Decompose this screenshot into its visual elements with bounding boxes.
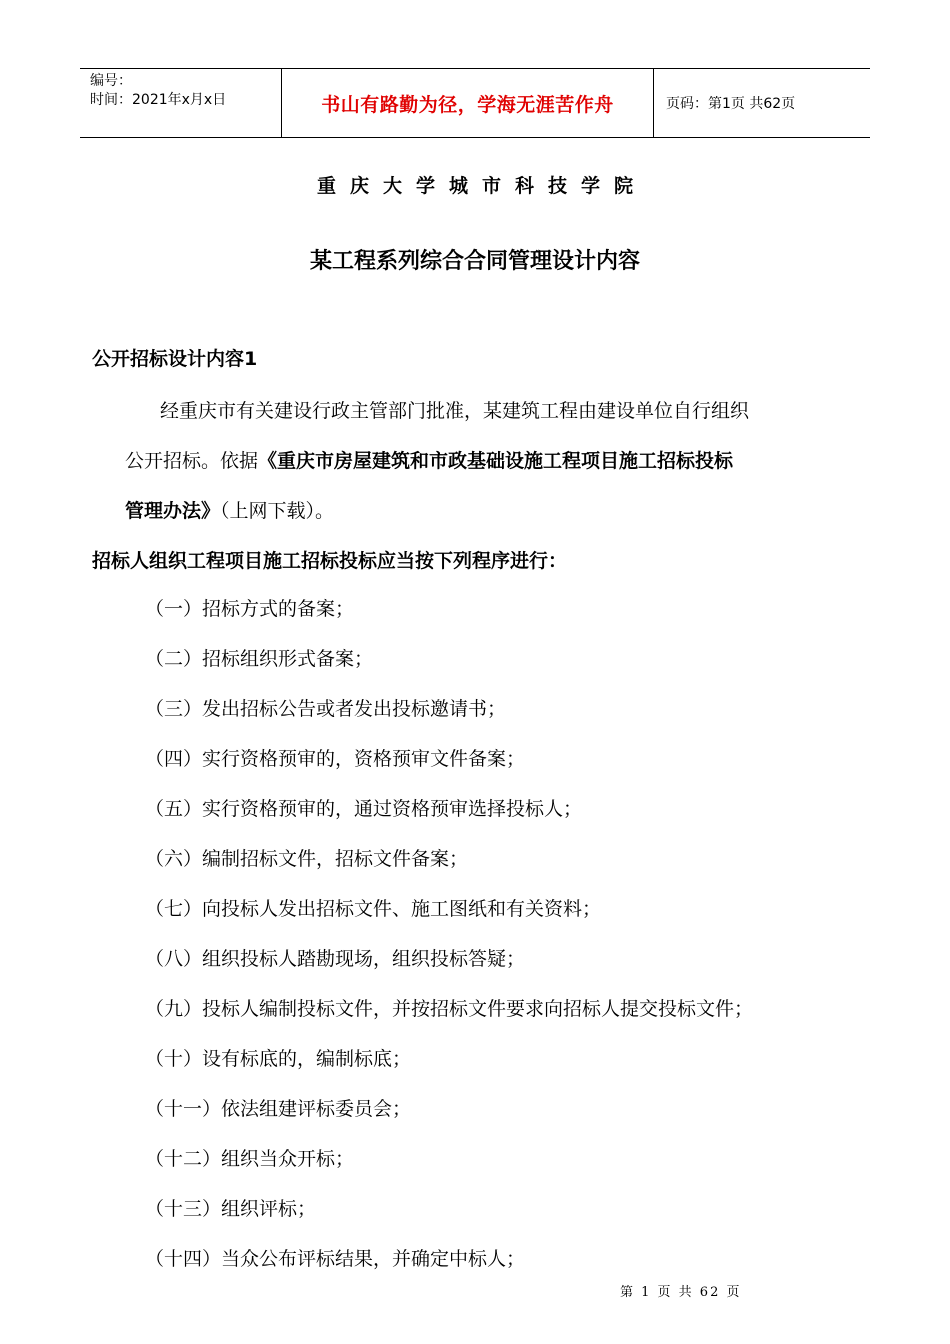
- list-item: （十四）当众公布评标结果，并确定中标人；: [145, 1248, 526, 1270]
- procedure-steps-list: [145, 590, 753, 1290]
- list-item: （十）设有标底的，编制标底；: [145, 1048, 412, 1070]
- procedure-heading: 招标人组织工程项目施工招标投标应当按下列程序进行：: [92, 550, 568, 572]
- list-item: （九）投标人编制投标文件，并按招标文件要求向招标人提交投标文件；: [145, 998, 754, 1020]
- document-date: 时间：2021年x月x日: [90, 92, 227, 108]
- paragraph-text: 经重庆市有关建设行政主管部门批准，某建筑工程由建设单位自行组织: [160, 400, 750, 422]
- list-item: （十三）组织评标；: [145, 1198, 317, 1220]
- header-table: [80, 68, 870, 138]
- motto-text: 书山有路勤为径，学海无涯苦作舟: [321, 93, 614, 116]
- list-item: （六）编制招标文件，招标文件备案；: [145, 848, 469, 870]
- paragraph-line-3: [125, 496, 334, 523]
- paragraph-line-2: [125, 446, 733, 473]
- paragraph-line-1: [160, 396, 749, 423]
- list-item: （五）实行资格预审的，通过资格预审选择投标人；: [145, 798, 583, 820]
- paragraph-text: （上网下载）。: [220, 500, 335, 522]
- document-title: 某工程系列综合合同管理设计内容: [309, 249, 640, 274]
- list-item: （十二）组织当众开标；: [145, 1148, 355, 1170]
- regulation-title-end: 管理办法》: [125, 500, 221, 522]
- section-heading: 公开招标设计内容1: [92, 348, 258, 370]
- list-item: （二）招标组织形式备案；: [145, 648, 374, 670]
- header-meta-cell: [80, 69, 282, 137]
- list-item: （七）向投标人发出招标文件、施工图纸和有关资料；: [145, 898, 602, 920]
- header-page-cell: [654, 69, 870, 137]
- list-item: （四）实行资格预审的，资格预审文件备案；: [145, 748, 526, 770]
- list-item: （八）组织投标人踏勘现场，组织投标答疑；: [145, 948, 526, 970]
- regulation-title: 《重庆市房屋建筑和市政基础设施工程项目施工招标投标: [258, 450, 734, 472]
- list-item: （十一）依法组建评标委员会；: [145, 1098, 412, 1120]
- page-info: 页码：第1页 共62页: [666, 96, 796, 112]
- header-motto-cell: [282, 69, 654, 137]
- school-name: 重庆大学城市科技学院: [316, 175, 647, 197]
- footer-page-number: 第 1 页 共 62 页: [620, 1285, 742, 1300]
- list-item: （一）招标方式的备案；: [145, 598, 355, 620]
- paragraph-text: 公开招标。依据: [125, 450, 259, 472]
- list-item: （三）发出招标公告或者发出投标邀请书；: [145, 698, 507, 720]
- document-number-label: 编号：: [90, 73, 132, 89]
